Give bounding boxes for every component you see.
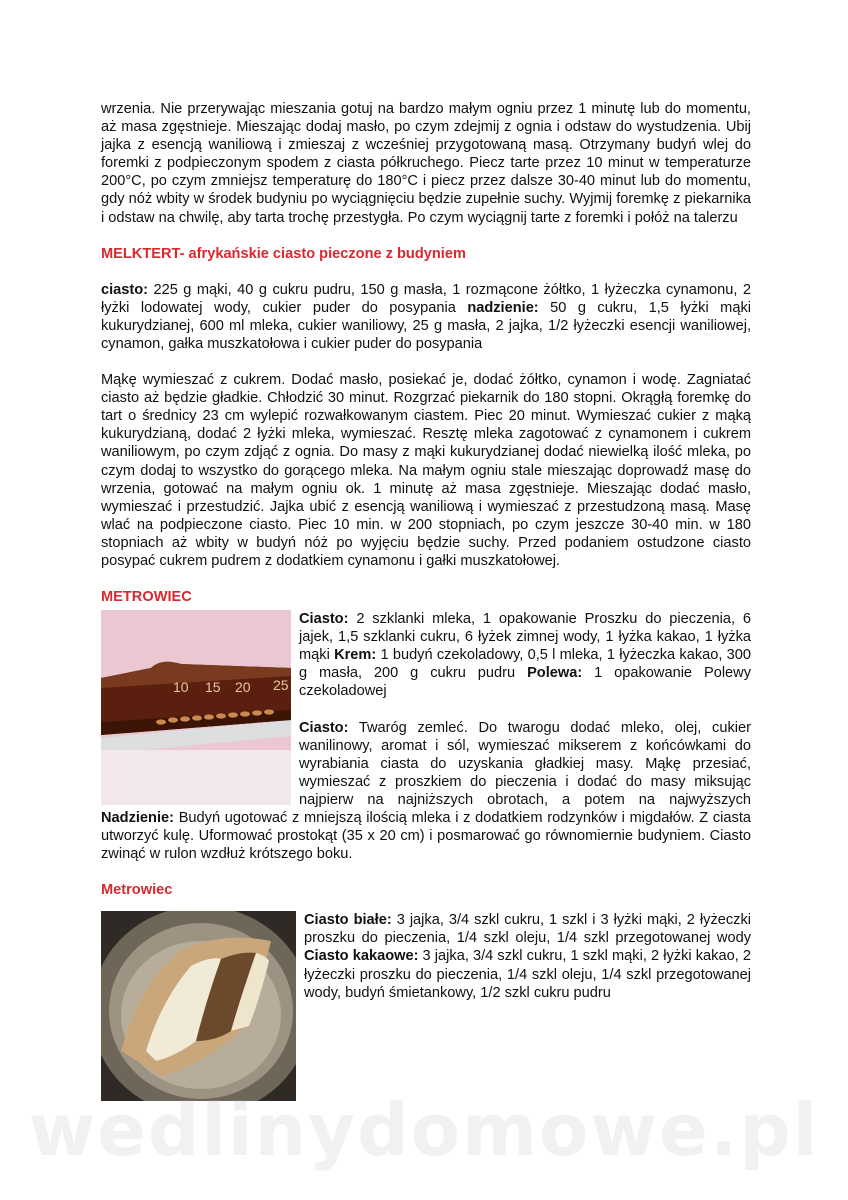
ciasto-kakaowe-text: 3 jajka, 3/4 szkl cukru, 1 szkl mąki, 2 łyżki kakao, 2 łyżeczki proszku do pieczenia, 1/4 szkl oleju, 1/4 szkl przegotowanej wody, budyń śmietankowy, 1/2 szkl cukru pudru [304,948,751,1001]
melktert-heading: MELKTERT- afrykańskie ciasto pieczone z budyniem [101,245,466,262]
ciasto-biale-text: 3 jajka, 3/4 szkl cukru, 1 szkl i 3 łyżki mąki, 2 łyżeczki proszku do pieczenia, 1/4 szkl oleju, 1/4 szkl przegotowanej wody [304,912,751,947]
watermark: wedlinydomowe.pl [28,1088,820,1172]
melktert-ingredients [101,281,751,353]
label-nadzienie: nadzienie: [467,299,539,316]
cake-mark-20: 20 [235,679,251,696]
marble-cake-photo-illustration [101,911,296,1101]
metrowiec2-heading: Metrowiec [101,882,173,899]
cake-mark-10: 10 [173,679,189,696]
label-ciasto: ciasto: [101,281,149,298]
label-ciasto-metrowiec: Ciasto: [299,611,349,628]
label-ciasto-method: Ciasto: [299,719,349,736]
cake-photo-illustration [101,610,291,805]
krem-text: 1 budyń czekoladowy, 0,5 l mleka, 1 łyżeczka kakao, 300 g masła, 200 g cukru pudru [299,647,751,682]
document-page [101,100,751,1103]
metrowiec-ciasto-text: 2 szklanki mleka, 1 opakowanie Proszku do pieczenia, 6 jajek, 1,5 szklanki cukru, 6 łyżek zimnej wody, 1 łyżka kakao, 1 łyżka mąki [299,611,751,664]
ciasto-ingredients-text: 225 g mąki, 40 g cukru pudru, 150 g masła, 1 rozmącone żółtko, 1 łyżeczka cynamonu, 2 łyżki lodowatej wody, cukier puder do posypania [101,281,751,316]
polewa-text: 1 opakowanie Polewy czekoladowej [299,665,752,700]
label-nadzienie-method: Nadzienie: [101,810,174,826]
label-polewa: Polewa: [527,665,583,682]
label-krem: Krem: [334,647,377,664]
label-ciasto-kakaowe: Ciasto kakaowe: [304,948,419,965]
chocolate-roll-cake-image [101,610,291,805]
cake-mark-25: 25 [273,677,289,694]
nadzienie-method-text: Budyń ugotować z mniejszą ilością mleka i z dodatkiem rodzynków i migdałów. Z ciasta utworzyć kulę. Uformować prostokąt (35 x 20 cm) i posmarować go równomiernie budyniem. Ciasto zwinąć w rulon wzdłuż krótszego boku. [101,810,751,863]
label-ciasto-biale: Ciasto białe: [304,912,392,929]
nadzienie-ingredients-text: 50 g cukru, 1,5 łyżki mąki kukurydzianej, 600 ml mleka, cukier waniliowy, 25 g masła, 2 jajka, 1/2 łyżeczki esencji waniliowej, cynamon, gałka muszkatołowa i cukier puder do posypania [101,299,751,352]
cake-mark-15: 15 [205,679,221,696]
marble-cake-image [101,911,296,1101]
metrowiec-method-text: Twaróg zemleć. Do twarogu dodać mleko, olej, cukier wanilinowy, aromat i sól, wymieszać mikserem z końcówkami do wyrabiania ciasta do uzyskania gładkiej masy. Mąkę przesiać, wymieszać z proszkiem do pieczenia i dodać do masy miksując najpierw na najniższych obrotach, a potem na najwyższych [299,719,751,808]
intro-paragraph: wrzenia. Nie przerywając mieszania gotuj na bardzo małym ogniu przez 1 minutę lub do momentu, aż masa zgęstnieje. Mieszając dodaj masło, po czym zdejmij z ognia i odstaw do wystudzenia. Ubij jajka z esencją waniliową i zmieszaj z wcześniej przygotowaną masą. Otrzymany budyń wlej do foremki z podpieczonym spodem z ciasta półkruchego. Piecz tarte przez 10 minut w temperaturze 200°C, po czym zmniejsz temperaturę do 180°C i piecz przez dalsze 30-40 minut lub do momentu, gdy nóż wbity w środek budyniu po wyciągnięciu będzie zupełnie suchy. Wyjmij foremkę z piekarnika i odstaw na chwilę, aby tarta trochę przestygła. Po czym wyciągnij tarte z foremki i połóż na talerzu [101,101,751,226]
melktert-method: Mąkę wymieszać z cukrem. Dodać masło, posiekać je, dodać żółtko, cynamon i wodę. Zagniatać ciasto aż będzie gładkie. Chłodzić 30 minut. Rozgrzać piekarnik do 180 stopni. Okrągłą foremkę do tart o średnicy 23 cm wylepić rozwałkowanym ciastem. Piec 20 minut. Wymieszać cukier z mąką kukurydzianą, dodać 2 łyżki mleka, wymieszać. Resztę mleka zagotować z cynamonem i cukrem waniliowym, po czym zdjąć z ognia. Do masy z mąki kukurydzianej dodać niewielką ilość mleka, po czym dodaj to wszystko do gorącego mleka. Na małym ogniu stale mieszając doprowadź masę do wrzenia, gotować na małym ogniu ok. 1 minutę aż masa zgęstnieje. Mieszając dodać masło, wymieszać i przestudzić. Jajka ubić z esencją waniliową i wymieszać z przestudzoną masą. Masę wlać na podpieczone ciasto. Piec 10 min. w 200 stopniach, po czym jeszcze 30-40 min. w 180 stopniach aż wbity w budyń nóż po wyjęciu będzie suchy. Przed podaniem ostudzone ciasto posypać cukrem pudrem z dodatkiem cynamonu i gałki muszkatołowej. [101,372,751,569]
metrowiec-heading: METROWIEC [101,589,192,606]
